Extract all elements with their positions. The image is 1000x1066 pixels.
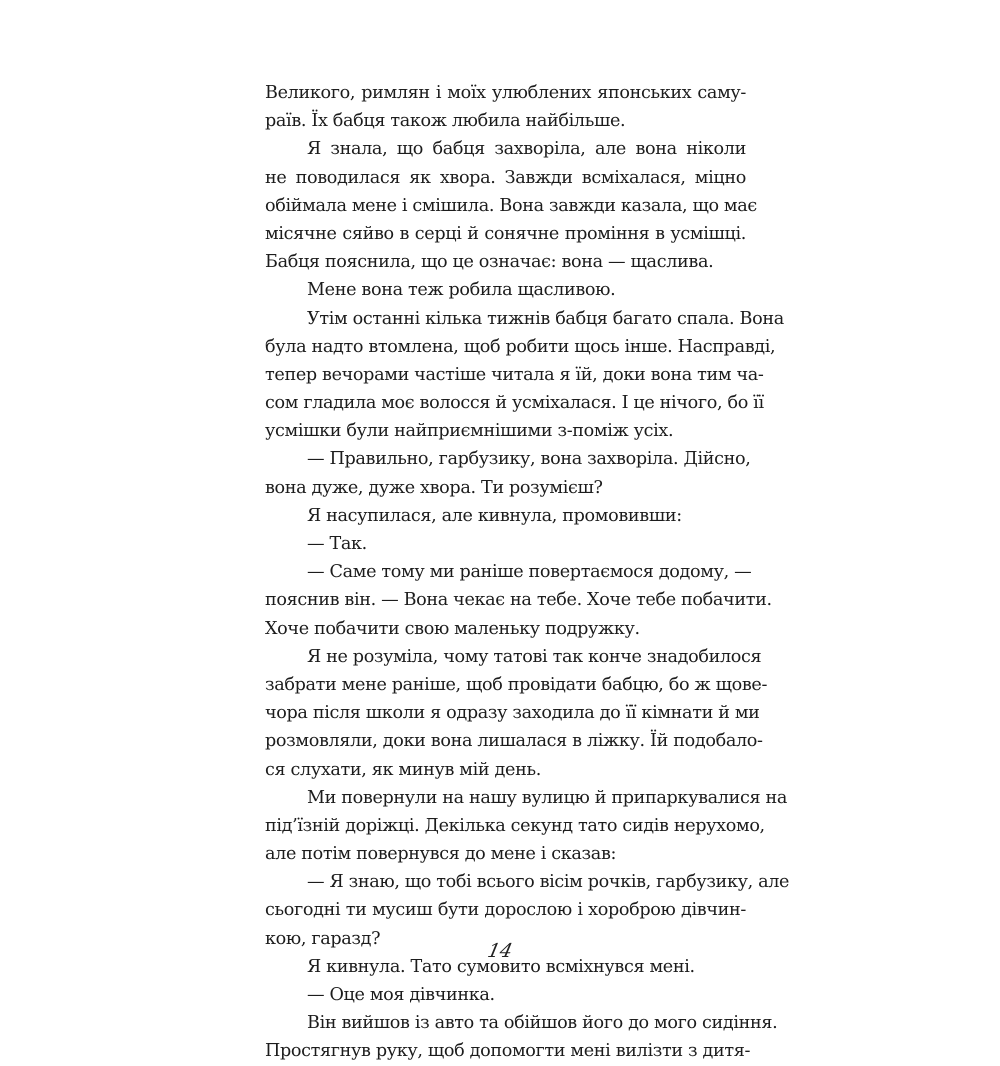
text-line: пояснив він. — Вона чекає на тебе. Хоче тебе побачити. — [265, 590, 772, 611]
text-line: Я знала, що бабця захворіла, але вона ніколи — [307, 139, 746, 160]
text-line: сом гладила моє волосся й усміхалася. І це нічого, бо її — [265, 393, 764, 414]
text-line: Ми повернули на нашу вулицю й припаркувалися на — [307, 787, 787, 808]
text-line: Простягнув руку, щоб допомогти мені вилізти з дитя- — [265, 1041, 751, 1062]
text-line: Утім останні кілька тижнів бабця багато спала. Вона — [307, 308, 784, 329]
text-line: не поводилася як хвора. Завжди всміхалася, міцно — [265, 167, 746, 188]
text-line: — Я знаю, що тобі всього вісім рочків, гарбузику, але — [307, 872, 790, 893]
text-line: забрати мене раніше, щоб провідати бабцю, бо ж щове- — [265, 674, 768, 695]
text-line: — Так. — [307, 534, 367, 554]
text-line: раїв. Їх бабця також любила найбільше. — [265, 111, 626, 132]
text-line: Хоче побачити свою маленьку подружку. — [265, 618, 640, 639]
text-line: Я насупилася, але кивнула, промовивши: — [307, 505, 682, 526]
text-line: але потім повернувся до мене і сказав: — [265, 844, 617, 865]
page-number: 14 — [485, 940, 515, 962]
text-line: Я кивнула. Тато сумовито всміхнувся мені. — [307, 956, 695, 977]
text-line: обіймала мене і смішила. Вона завжди казала, що має — [265, 195, 757, 216]
text-line: вона дуже, дуже хвора. Ти розумієш? — [265, 477, 603, 498]
text-line: ся слухати, як минув мій день. — [265, 759, 541, 780]
text-line: чора після школи я одразу заходила до її кімнати й ми — [265, 703, 760, 724]
text-line: кою, гаразд? — [265, 928, 381, 949]
text-line: Великого, римлян і моїх улюблених японських саму- — [265, 83, 746, 103]
text-line: Він вийшов із авто та обійшов його до мого сидіння. — [307, 1013, 778, 1034]
text-line: місячне сяйво в серці й сонячне проміння в усмішці. — [265, 223, 746, 244]
text-line: під’їзній доріжці. Декілька секунд тато сидів нерухомо, — [265, 815, 765, 836]
text-line: була надто втомлена, щоб робити щось інше. Насправді, — [265, 336, 776, 357]
text-line: розмовляли, доки вона лишалася в ліжку. Їй подобало- — [265, 731, 763, 752]
text-line: Мене вона теж робила щасливою. — [307, 280, 616, 301]
text-line: усмішки були найприємнішими з-поміж усіх. — [265, 421, 674, 442]
text-line: тепер вечорами частіше читала я їй, доки вона тим ча- — [265, 364, 764, 385]
text-line: Бабця пояснила, що це означає: вона — щаслива. — [265, 252, 714, 273]
text-line: — Оце моя дівчинка. — [307, 985, 495, 1005]
text-line: — Правильно, гарбузику, вона захворіла. Дійсно, — [307, 449, 751, 470]
text-line: Я не розуміла, чому татові так конче знадобилося — [307, 646, 762, 667]
page-text — [265, 79, 790, 1066]
text-line: — Саме тому ми раніше повертаємося додому, — — [307, 562, 752, 583]
text-line: сьогодні ти мусиш бути дорослою і хороброю дівчин- — [265, 900, 746, 921]
